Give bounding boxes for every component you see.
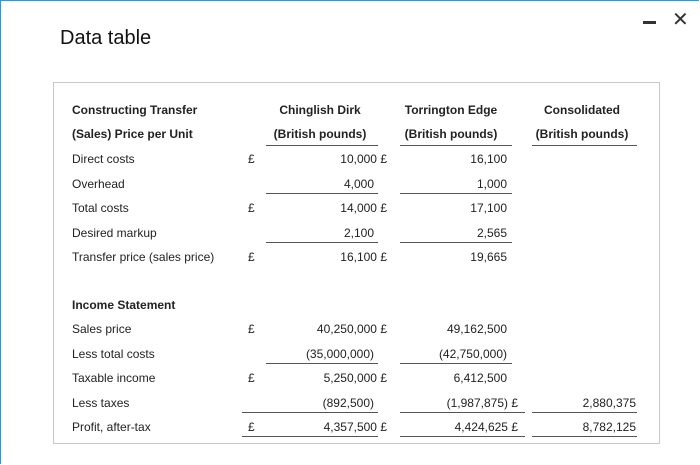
header-col1-line2: (British pounds): [273, 127, 367, 141]
currency-symbol: £: [248, 250, 255, 264]
subtotal-rule-col2: [400, 242, 512, 243]
table-cell-col1: 40,250,000 £: [316, 322, 387, 336]
subtotal-rule-col2: [400, 363, 512, 364]
table-row-label: Total costs: [72, 201, 129, 215]
table-cell-col1: 4,357,500 £: [323, 420, 387, 434]
table-cell-col2: 4,424,625 £: [454, 420, 518, 434]
header-label-line1: Constructing Transfer: [72, 103, 198, 117]
table-cell-col1: 5,250,000 £: [323, 371, 387, 385]
header-col2-line1: Torrington Edge: [404, 103, 498, 117]
table-cell-col1: (892,500): [322, 396, 374, 410]
table-cell-col3: 8,782,125: [582, 420, 636, 434]
table-row-label: Desired markup: [72, 226, 157, 240]
subtotal-rule-col3: [532, 412, 637, 413]
currency-symbol: £: [248, 322, 255, 336]
subtotal-rule-col1: [242, 412, 378, 413]
total-rule-col2: [400, 436, 525, 437]
header-col3-line1: Consolidated: [543, 103, 621, 117]
table-cell-col2: 1,000: [476, 177, 507, 191]
header-label-line2: (Sales) Price per Unit: [72, 127, 193, 141]
table-cell-col2: (42,750,000): [438, 347, 507, 361]
currency-symbol: £: [248, 420, 255, 434]
table-cell-col2: 2,565: [476, 226, 507, 240]
currency-symbol: £: [248, 152, 255, 166]
table-cell-col1: 14,000 £: [340, 201, 387, 215]
data-table-panel: [53, 82, 660, 444]
table-cell-col1: 2,100: [343, 226, 374, 240]
table-cell-col1: (35,000,000): [305, 347, 374, 361]
header-rule-col1: [266, 145, 378, 146]
table-cell-col3: 2,880,375: [582, 396, 636, 410]
section-title: Income Statement: [72, 298, 176, 312]
table-cell-col2: 6,412,500: [453, 371, 507, 385]
table-row-label: Sales price: [72, 322, 132, 336]
subtotal-rule-col1: [266, 242, 378, 243]
subtotal-rule-col1: [266, 363, 378, 364]
table-row-label: Taxable income: [72, 371, 156, 385]
table-cell-col2: 16,100: [470, 152, 507, 166]
table-row-label: Direct costs: [72, 152, 135, 166]
header-rule-col3: [532, 145, 637, 146]
table-cell-col1: 4,000: [343, 177, 374, 191]
table-cell-col1: 10,000 £: [340, 152, 387, 166]
total-rule-col1: [242, 436, 378, 437]
table-row-label: Overhead: [72, 177, 125, 191]
header-rule-col2: [400, 145, 512, 146]
table-cell-col2: (1,987,875) £: [446, 396, 518, 410]
currency-symbol: £: [248, 201, 255, 215]
table-cell-col2: 19,665: [470, 250, 507, 264]
table-cell-col2: 17,100: [470, 201, 507, 215]
subtotal-rule-col2: [400, 412, 525, 413]
dialog-title: Data table: [60, 27, 152, 49]
close-icon[interactable]: ✕: [672, 9, 689, 31]
header-col2-line2: (British pounds): [404, 127, 498, 141]
table-row-label: Profit, after-tax: [72, 420, 151, 434]
header-col1-line1: Chinglish Dirk: [279, 103, 361, 117]
minimize-icon[interactable]: [643, 21, 656, 24]
currency-symbol: £: [248, 371, 255, 385]
subtotal-rule-col2: [400, 193, 512, 194]
table-row-label: Transfer price (sales price): [72, 250, 215, 264]
table-row-label: Less taxes: [72, 396, 130, 410]
header-col3-line2: (British pounds): [535, 127, 629, 141]
subtotal-rule-col1: [266, 193, 378, 194]
table-cell-col2: 49,162,500: [446, 322, 507, 336]
total-rule-col3: [532, 436, 637, 437]
table-cell-col1: 16,100 £: [340, 250, 387, 264]
table-row-label: Less total costs: [72, 347, 155, 361]
